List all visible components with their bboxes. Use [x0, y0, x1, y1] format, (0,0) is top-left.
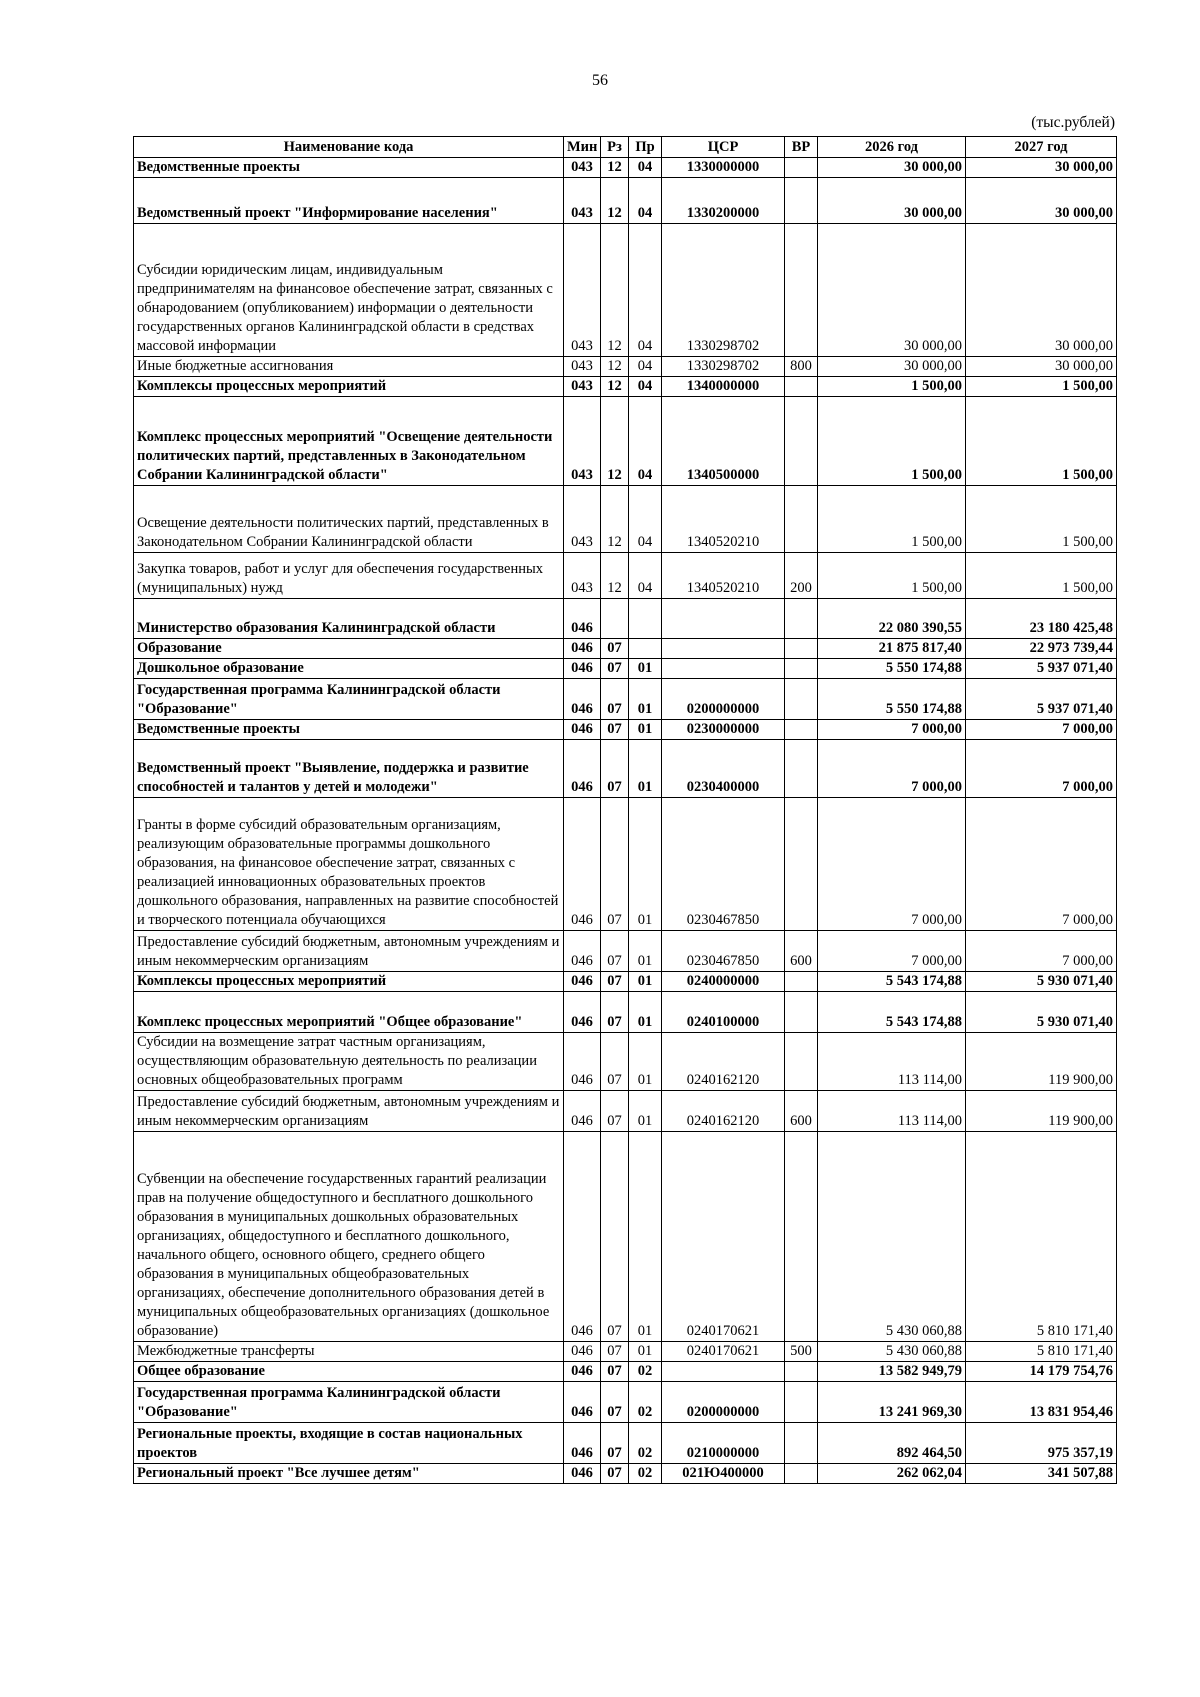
- table-row: [134, 992, 1117, 1033]
- section-cell: 07: [601, 1091, 629, 1132]
- expense-type-cell: [785, 397, 818, 486]
- ministry-cell: 046: [564, 639, 601, 659]
- amount-2026-cell: 1 500,00: [818, 486, 966, 553]
- amount-2026-cell: 30 000,00: [818, 224, 966, 357]
- target-article-cell: 1330000000: [662, 158, 785, 178]
- amount-2027-cell: 5 810 171,40: [966, 1342, 1117, 1362]
- expense-type-cell: [785, 1033, 818, 1091]
- target-article-cell: 0200000000: [662, 1382, 785, 1423]
- ministry-cell: 046: [564, 798, 601, 931]
- header-2026: 2026 год: [818, 137, 966, 158]
- table-row: [134, 740, 1117, 798]
- table-row: [134, 1382, 1117, 1423]
- code-name-cell: Региональный проект "Все лучшее детям": [134, 1464, 564, 1484]
- expense-type-cell: [785, 639, 818, 659]
- table-row: [134, 972, 1117, 992]
- amount-2026-cell: 1 500,00: [818, 397, 966, 486]
- section-cell: 12: [601, 357, 629, 377]
- section-cell: 07: [601, 931, 629, 972]
- amount-2027-cell: 30 000,00: [966, 224, 1117, 357]
- subsection-cell: 02: [629, 1423, 662, 1464]
- amount-2027-cell: 1 500,00: [966, 377, 1117, 397]
- amount-2027-cell: 1 500,00: [966, 553, 1117, 599]
- target-article-cell: 0230467850: [662, 931, 785, 972]
- subsection-cell: 04: [629, 357, 662, 377]
- table-row: [134, 1362, 1117, 1382]
- expense-type-cell: 800: [785, 357, 818, 377]
- subsection-cell: 01: [629, 659, 662, 679]
- section-cell: 07: [601, 1382, 629, 1423]
- ministry-cell: 043: [564, 178, 601, 224]
- section-cell: 07: [601, 798, 629, 931]
- code-name-cell: Освещение деятельности политических партий, представленных в Законодательном Собрании Калининградской области: [134, 486, 564, 553]
- target-article-cell: 1340520210: [662, 486, 785, 553]
- code-name-cell: Ведомственные проекты: [134, 720, 564, 740]
- subsection-cell: 01: [629, 1091, 662, 1132]
- subsection-cell: 02: [629, 1362, 662, 1382]
- target-article-cell: 0240170621: [662, 1132, 785, 1342]
- amount-2027-cell: 13 831 954,46: [966, 1382, 1117, 1423]
- target-article-cell: 1330200000: [662, 178, 785, 224]
- table-row: [134, 1033, 1117, 1091]
- table-row: [134, 224, 1117, 357]
- section-cell: 07: [601, 740, 629, 798]
- section-cell: 07: [601, 992, 629, 1033]
- code-name-cell: Комплекс процессных мероприятий "Освещение деятельности политических партий, представленных в Законодательном Собрании Калининградской области": [134, 397, 564, 486]
- target-article-cell: [662, 599, 785, 639]
- expense-type-cell: [785, 679, 818, 720]
- code-name-cell: Иные бюджетные ассигнования: [134, 357, 564, 377]
- amount-2027-cell: 30 000,00: [966, 178, 1117, 224]
- expense-type-cell: [785, 1382, 818, 1423]
- units-label: (тыс.рублей): [1031, 114, 1115, 131]
- subsection-cell: 01: [629, 679, 662, 720]
- target-article-cell: 1340520210: [662, 553, 785, 599]
- amount-2026-cell: 7 000,00: [818, 720, 966, 740]
- header-name: Наименование кода: [134, 137, 564, 158]
- amount-2026-cell: 5 430 060,88: [818, 1132, 966, 1342]
- table-row: [134, 357, 1117, 377]
- code-name-cell: Субсидии юридическим лицам, индивидуальным предпринимателям на финансовое обеспечение затрат, связанных с обнародованием (опубликованием) информации о деятельности государственных органов Калининградской области в средствах массовой информации: [134, 224, 564, 357]
- expense-type-cell: [785, 377, 818, 397]
- target-article-cell: 1340500000: [662, 397, 785, 486]
- amount-2026-cell: 113 114,00: [818, 1033, 966, 1091]
- target-article-cell: 1330298702: [662, 224, 785, 357]
- expense-type-cell: [785, 1362, 818, 1382]
- amount-2027-cell: 5 937 071,40: [966, 659, 1117, 679]
- ministry-cell: 046: [564, 720, 601, 740]
- subsection-cell: 04: [629, 486, 662, 553]
- table-row: [134, 1423, 1117, 1464]
- table-row: [134, 486, 1117, 553]
- amount-2026-cell: 13 582 949,79: [818, 1362, 966, 1382]
- subsection-cell: [629, 599, 662, 639]
- code-name-cell: Ведомственный проект "Информирование населения": [134, 178, 564, 224]
- table-row: [134, 553, 1117, 599]
- subsection-cell: 04: [629, 224, 662, 357]
- code-name-cell: Субвенции на обеспечение государственных гарантий реализации прав на получение общедоступного и бесплатного дошкольного образования в муниципальных дошкольных образовательных организациях, общедоступного и бесплатного дошкольного, начального общего, основного общего, среднего общего образования в муниципальных общеобразовательных организациях, обеспечение дополнительного образования детей в муниципальных общеобразовательных организациях (дошкольное образование): [134, 1132, 564, 1342]
- ministry-cell: 046: [564, 659, 601, 679]
- amount-2026-cell: 21 875 817,40: [818, 639, 966, 659]
- subsection-cell: 02: [629, 1464, 662, 1484]
- section-cell: 12: [601, 486, 629, 553]
- subsection-cell: 01: [629, 720, 662, 740]
- ministry-cell: 043: [564, 357, 601, 377]
- amount-2026-cell: 7 000,00: [818, 931, 966, 972]
- table-row: [134, 178, 1117, 224]
- ministry-cell: 046: [564, 1362, 601, 1382]
- table-row: [134, 1464, 1117, 1484]
- expense-type-cell: [785, 1423, 818, 1464]
- subsection-cell: [629, 639, 662, 659]
- target-article-cell: [662, 639, 785, 659]
- ministry-cell: 043: [564, 553, 601, 599]
- header-csr: ЦСР: [662, 137, 785, 158]
- code-name-cell: Предоставление субсидий бюджетным, автономным учреждениям и иным некоммерческим организациям: [134, 931, 564, 972]
- table-row: [134, 599, 1117, 639]
- ministry-cell: 043: [564, 158, 601, 178]
- code-name-cell: Ведомственные проекты: [134, 158, 564, 178]
- target-article-cell: 021Ю400000: [662, 1464, 785, 1484]
- ministry-cell: 046: [564, 1132, 601, 1342]
- ministry-cell: 046: [564, 972, 601, 992]
- expense-type-cell: 600: [785, 931, 818, 972]
- expense-type-cell: [785, 178, 818, 224]
- subsection-cell: 04: [629, 397, 662, 486]
- section-cell: 12: [601, 224, 629, 357]
- target-article-cell: 0240170621: [662, 1342, 785, 1362]
- target-article-cell: 1340000000: [662, 377, 785, 397]
- table-row: [134, 679, 1117, 720]
- ministry-cell: 046: [564, 1464, 601, 1484]
- amount-2027-cell: 14 179 754,76: [966, 1362, 1117, 1382]
- table-row: [134, 931, 1117, 972]
- amount-2026-cell: 5 430 060,88: [818, 1342, 966, 1362]
- expense-type-cell: [785, 720, 818, 740]
- table-row: [134, 377, 1117, 397]
- expense-type-cell: [785, 1464, 818, 1484]
- header-min: Мин: [564, 137, 601, 158]
- amount-2026-cell: 1 500,00: [818, 377, 966, 397]
- ministry-cell: 046: [564, 1423, 601, 1464]
- amount-2026-cell: 5 543 174,88: [818, 972, 966, 992]
- expense-type-cell: 500: [785, 1342, 818, 1362]
- amount-2027-cell: 975 357,19: [966, 1423, 1117, 1464]
- ministry-cell: 046: [564, 931, 601, 972]
- amount-2027-cell: 5 930 071,40: [966, 972, 1117, 992]
- code-name-cell: Закупка товаров, работ и услуг для обеспечения государственных (муниципальных) нужд: [134, 553, 564, 599]
- subsection-cell: 04: [629, 553, 662, 599]
- table-row: [134, 158, 1117, 178]
- target-article-cell: 0240000000: [662, 972, 785, 992]
- code-name-cell: Государственная программа Калининградской области "Образование": [134, 1382, 564, 1423]
- ministry-cell: 043: [564, 486, 601, 553]
- expense-type-cell: [785, 992, 818, 1033]
- section-cell: 07: [601, 639, 629, 659]
- target-article-cell: 0230400000: [662, 740, 785, 798]
- section-cell: 12: [601, 158, 629, 178]
- ministry-cell: 046: [564, 1091, 601, 1132]
- amount-2027-cell: 22 973 739,44: [966, 639, 1117, 659]
- amount-2027-cell: 119 900,00: [966, 1033, 1117, 1091]
- table-header-row: [134, 137, 1117, 158]
- ministry-cell: 046: [564, 992, 601, 1033]
- subsection-cell: 02: [629, 1382, 662, 1423]
- table-row: [134, 798, 1117, 931]
- ministry-cell: 046: [564, 599, 601, 639]
- table-row: [134, 639, 1117, 659]
- code-name-cell: Государственная программа Калининградской области "Образование": [134, 679, 564, 720]
- amount-2026-cell: 1 500,00: [818, 553, 966, 599]
- amount-2026-cell: 30 000,00: [818, 158, 966, 178]
- subsection-cell: 04: [629, 377, 662, 397]
- code-name-cell: Гранты в форме субсидий образовательным организациям, реализующим образовательные программы дошкольного образования, на финансовое обеспечение затрат, связанных с реализацией инновационных образовательных проектов дошкольного образования, направленных на развитие способностей и творческого потенциала обучающихся: [134, 798, 564, 931]
- section-cell: 07: [601, 720, 629, 740]
- ministry-cell: 043: [564, 397, 601, 486]
- code-name-cell: Общее образование: [134, 1362, 564, 1382]
- section-cell: [601, 599, 629, 639]
- code-name-cell: Региональные проекты, входящие в состав национальных проектов: [134, 1423, 564, 1464]
- expense-type-cell: [785, 486, 818, 553]
- ministry-cell: 046: [564, 1342, 601, 1362]
- target-article-cell: 0240100000: [662, 992, 785, 1033]
- amount-2027-cell: 7 000,00: [966, 740, 1117, 798]
- ministry-cell: 046: [564, 740, 601, 798]
- section-cell: 07: [601, 1342, 629, 1362]
- amount-2027-cell: 23 180 425,48: [966, 599, 1117, 639]
- subsection-cell: 01: [629, 1342, 662, 1362]
- header-2027: 2027 год: [966, 137, 1117, 158]
- section-cell: 07: [601, 1464, 629, 1484]
- amount-2026-cell: 13 241 969,30: [818, 1382, 966, 1423]
- expense-type-cell: [785, 158, 818, 178]
- table-row: [134, 1091, 1117, 1132]
- code-name-cell: Дошкольное образование: [134, 659, 564, 679]
- amount-2026-cell: 5 550 174,88: [818, 659, 966, 679]
- ministry-cell: 043: [564, 224, 601, 357]
- section-cell: 07: [601, 972, 629, 992]
- target-article-cell: 1330298702: [662, 357, 785, 377]
- subsection-cell: 01: [629, 1132, 662, 1342]
- table-row: [134, 1132, 1117, 1342]
- target-article-cell: 0230467850: [662, 798, 785, 931]
- section-cell: 12: [601, 397, 629, 486]
- code-name-cell: Комплекс процессных мероприятий "Общее образование": [134, 992, 564, 1033]
- target-article-cell: 0240162120: [662, 1033, 785, 1091]
- ministry-cell: 046: [564, 679, 601, 720]
- amount-2026-cell: 7 000,00: [818, 798, 966, 931]
- table-body: [134, 158, 1117, 1484]
- code-name-cell: Комплексы процессных мероприятий: [134, 972, 564, 992]
- header-vr: ВР: [785, 137, 818, 158]
- amount-2026-cell: 30 000,00: [818, 357, 966, 377]
- amount-2026-cell: 30 000,00: [818, 178, 966, 224]
- subsection-cell: 01: [629, 931, 662, 972]
- amount-2027-cell: 119 900,00: [966, 1091, 1117, 1132]
- amount-2027-cell: 1 500,00: [966, 486, 1117, 553]
- amount-2027-cell: 5 930 071,40: [966, 992, 1117, 1033]
- target-article-cell: 0230000000: [662, 720, 785, 740]
- amount-2027-cell: 30 000,00: [966, 158, 1117, 178]
- section-cell: 12: [601, 553, 629, 599]
- budget-table: [133, 136, 1117, 1484]
- amount-2027-cell: 5 937 071,40: [966, 679, 1117, 720]
- expense-type-cell: [785, 224, 818, 357]
- expense-type-cell: [785, 798, 818, 931]
- subsection-cell: 01: [629, 992, 662, 1033]
- expense-type-cell: 200: [785, 553, 818, 599]
- target-article-cell: [662, 1362, 785, 1382]
- table-row: [134, 397, 1117, 486]
- table-row: [134, 659, 1117, 679]
- amount-2027-cell: 1 500,00: [966, 397, 1117, 486]
- amount-2027-cell: 341 507,88: [966, 1464, 1117, 1484]
- expense-type-cell: [785, 740, 818, 798]
- ministry-cell: 046: [564, 1382, 601, 1423]
- table-row: [134, 720, 1117, 740]
- section-cell: 07: [601, 659, 629, 679]
- table-row: [134, 1342, 1117, 1362]
- code-name-cell: Межбюджетные трансферты: [134, 1342, 564, 1362]
- subsection-cell: 01: [629, 798, 662, 931]
- subsection-cell: 01: [629, 740, 662, 798]
- code-name-cell: Ведомственный проект "Выявление, поддержка и развитие способностей и талантов у детей и молодежи": [134, 740, 564, 798]
- code-name-cell: Министерство образования Калининградской области: [134, 599, 564, 639]
- expense-type-cell: 600: [785, 1091, 818, 1132]
- subsection-cell: 04: [629, 158, 662, 178]
- amount-2027-cell: 7 000,00: [966, 931, 1117, 972]
- section-cell: 07: [601, 1132, 629, 1342]
- expense-type-cell: [785, 972, 818, 992]
- amount-2026-cell: 5 543 174,88: [818, 992, 966, 1033]
- subsection-cell: 01: [629, 972, 662, 992]
- amount-2026-cell: 113 114,00: [818, 1091, 966, 1132]
- amount-2026-cell: 7 000,00: [818, 740, 966, 798]
- amount-2026-cell: 5 550 174,88: [818, 679, 966, 720]
- target-article-cell: 0210000000: [662, 1423, 785, 1464]
- expense-type-cell: [785, 599, 818, 639]
- header-pr: Пр: [629, 137, 662, 158]
- code-name-cell: Образование: [134, 639, 564, 659]
- amount-2027-cell: 30 000,00: [966, 357, 1117, 377]
- amount-2026-cell: 892 464,50: [818, 1423, 966, 1464]
- target-article-cell: 0200000000: [662, 679, 785, 720]
- section-cell: 07: [601, 1423, 629, 1464]
- expense-type-cell: [785, 1132, 818, 1342]
- amount-2026-cell: 22 080 390,55: [818, 599, 966, 639]
- section-cell: 07: [601, 1033, 629, 1091]
- section-cell: 12: [601, 178, 629, 224]
- code-name-cell: Комплексы процессных мероприятий: [134, 377, 564, 397]
- expense-type-cell: [785, 659, 818, 679]
- subsection-cell: 01: [629, 1033, 662, 1091]
- section-cell: 12: [601, 377, 629, 397]
- subsection-cell: 04: [629, 178, 662, 224]
- target-article-cell: 0240162120: [662, 1091, 785, 1132]
- code-name-cell: Субсидии на возмещение затрат частным организациям, осуществляющим образовательную деятельность по реализации основных общеобразовательных программ: [134, 1033, 564, 1091]
- amount-2027-cell: 5 810 171,40: [966, 1132, 1117, 1342]
- target-article-cell: [662, 659, 785, 679]
- header-rz: Рз: [601, 137, 629, 158]
- code-name-cell: Предоставление субсидий бюджетным, автономным учреждениям и иным некоммерческим организациям: [134, 1091, 564, 1132]
- amount-2027-cell: 7 000,00: [966, 798, 1117, 931]
- page-number: 56: [592, 72, 608, 89]
- section-cell: 07: [601, 1362, 629, 1382]
- amount-2027-cell: 7 000,00: [966, 720, 1117, 740]
- ministry-cell: 043: [564, 377, 601, 397]
- section-cell: 07: [601, 679, 629, 720]
- ministry-cell: 046: [564, 1033, 601, 1091]
- amount-2026-cell: 262 062,04: [818, 1464, 966, 1484]
